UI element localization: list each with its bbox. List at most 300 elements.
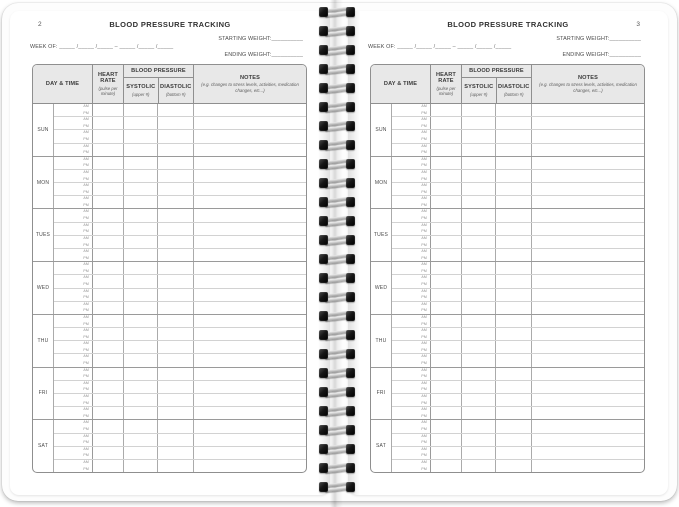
notes-cell [532, 420, 644, 432]
diastolic-cell [158, 249, 194, 261]
column-header-notes: NOTES (e.g. changes to stress levels, activities, medication changes, etc...) [201, 74, 299, 93]
am-label: AM [83, 104, 89, 108]
ending-weight-line [556, 52, 641, 58]
systolic-cell [462, 420, 496, 432]
time-cell [392, 434, 431, 446]
heart-rate-cell [93, 223, 124, 235]
heart-rate-cell [93, 354, 124, 366]
heart-rate-cell [431, 183, 462, 195]
coil-hole-right [346, 45, 355, 55]
time-cell [54, 354, 93, 366]
day-label: SUN [371, 104, 392, 156]
pm-label: PM [421, 163, 427, 168]
notes-cell [194, 236, 306, 248]
coil-hole-right [346, 463, 355, 473]
pm-label: PM [83, 123, 89, 128]
heart-rate-cell [93, 196, 124, 208]
page-title: BLOOD PRESSURE TRACKING [447, 20, 569, 29]
diastolic-cell [158, 447, 194, 459]
entry-row [54, 130, 306, 143]
pm-label: PM [83, 110, 89, 115]
diastolic-cell [496, 196, 532, 208]
diastolic-cell [158, 144, 194, 156]
diastolic-cell [496, 262, 532, 274]
notes-cell [532, 236, 644, 248]
diastolic-cell [158, 262, 194, 274]
diastolic-cell [158, 368, 194, 380]
diastolic-cell [158, 354, 194, 366]
notes-cell [194, 262, 306, 274]
am-label: AM [421, 183, 427, 188]
pm-label: PM [83, 347, 89, 352]
time-cell [54, 196, 93, 208]
entry-row [392, 275, 644, 288]
day-entry-rows [54, 209, 306, 261]
heart-rate-cell [93, 209, 124, 221]
am-label: AM [83, 367, 89, 372]
notes-cell [532, 460, 644, 472]
heart-rate-cell [93, 130, 124, 142]
time-cell [392, 381, 431, 393]
notes-cell [194, 104, 306, 116]
am-label: AM [83, 328, 89, 333]
am-label: AM [83, 301, 89, 306]
day-entry-rows [392, 157, 644, 209]
entry-row [54, 407, 306, 419]
heart-rate-cell [93, 368, 124, 380]
systolic-cell [462, 407, 496, 419]
diastolic-cell [158, 328, 194, 340]
pm-label: PM [421, 110, 427, 115]
diastolic-cell [158, 196, 194, 208]
pm-label: PM [421, 453, 427, 458]
notes-cell [194, 341, 306, 353]
table-header [33, 65, 306, 104]
systolic-cell [124, 394, 158, 406]
am-label: AM [421, 104, 427, 108]
diastolic-cell [158, 223, 194, 235]
day-entry-rows [392, 209, 644, 261]
notes-cell [532, 447, 644, 459]
systolic-cell [462, 144, 496, 156]
heart-rate-cell [93, 275, 124, 287]
notes-cell [194, 196, 306, 208]
pm-label: PM [421, 229, 427, 234]
heart-rate-cell [431, 262, 462, 274]
coil-hole-left [319, 102, 328, 112]
coil-hole-right [346, 387, 355, 397]
entry-row [54, 368, 306, 381]
diastolic-cell [158, 434, 194, 446]
pm-label: PM [83, 413, 89, 418]
column-header-blood-pressure-group [124, 65, 194, 103]
am-label: AM [421, 209, 427, 214]
day-block [371, 104, 644, 157]
heart-rate-cell [431, 315, 462, 327]
systolic-cell [462, 302, 496, 314]
week-of-line [30, 44, 173, 50]
time-cell [392, 460, 431, 472]
entry-row [392, 302, 644, 314]
am-label: AM [421, 314, 427, 319]
spiral-coil [317, 443, 357, 455]
heart-rate-cell [431, 223, 462, 235]
diastolic-cell [496, 407, 532, 419]
systolic-cell [462, 447, 496, 459]
spiral-coil [317, 386, 357, 398]
time-cell [54, 434, 93, 446]
coil-hole-left [319, 311, 328, 321]
time-cell [54, 117, 93, 129]
column-header-day-time: DAY & TIME [371, 65, 431, 103]
coil-hole-right [346, 349, 355, 359]
coil-hole-right [346, 121, 355, 131]
am-label: AM [83, 393, 89, 398]
coil-hole-left [319, 178, 328, 188]
time-cell [54, 249, 93, 261]
coil-hole-right [346, 197, 355, 207]
time-cell [54, 104, 93, 116]
entry-row [392, 420, 644, 433]
spiral-binding [317, 0, 357, 507]
day-label: SAT [371, 420, 392, 472]
spiral-coil [317, 348, 357, 360]
day-entry-rows [54, 262, 306, 314]
systolic-cell [124, 209, 158, 221]
pm-label: PM [421, 334, 427, 339]
day-entry-rows [54, 315, 306, 367]
entry-row [392, 157, 644, 170]
ending-weight-blank: __________ [609, 52, 641, 58]
am-label: AM [83, 341, 89, 346]
time-cell [54, 368, 93, 380]
notes-cell [194, 368, 306, 380]
entry-row [392, 354, 644, 366]
time-cell [392, 368, 431, 380]
pm-label: PM [83, 453, 89, 458]
coil-hole-right [346, 330, 355, 340]
time-cell [392, 183, 431, 195]
time-cell [392, 104, 431, 116]
notes-cell [194, 249, 306, 261]
notes-cell [532, 341, 644, 353]
entry-row [392, 196, 644, 208]
table-body [371, 104, 644, 472]
notes-cell [194, 315, 306, 327]
notes-cell [532, 223, 644, 235]
starting-weight-label: STARTING WEIGHT: [218, 36, 272, 42]
coil-hole-left [319, 425, 328, 435]
notes-cell [532, 144, 644, 156]
systolic-cell [462, 341, 496, 353]
day-entry-rows [392, 368, 644, 420]
systolic-cell [462, 236, 496, 248]
notes-cell [532, 315, 644, 327]
diastolic-cell [496, 209, 532, 221]
heart-rate-cell [431, 289, 462, 301]
spiral-coil [317, 215, 357, 227]
day-entry-rows [54, 420, 306, 472]
heart-rate-cell [431, 434, 462, 446]
coil-hole-right [346, 425, 355, 435]
diastolic-cell [496, 183, 532, 195]
diastolic-cell [158, 104, 194, 116]
diastolic-cell [158, 289, 194, 301]
coil-hole-right [346, 83, 355, 93]
am-label: AM [83, 169, 89, 174]
time-cell [54, 170, 93, 182]
notes-cell [194, 328, 306, 340]
am-label: AM [421, 328, 427, 333]
entry-row [392, 144, 644, 156]
am-label: AM [83, 183, 89, 188]
blood-pressure-table [370, 64, 645, 473]
heart-rate-cell [431, 420, 462, 432]
notes-cell [194, 275, 306, 287]
am-label: AM [421, 459, 427, 464]
time-cell [54, 262, 93, 274]
coil-hole-left [319, 7, 328, 17]
spiral-coil [317, 291, 357, 303]
spiral-coil [317, 367, 357, 379]
entry-row [54, 354, 306, 366]
day-label: WED [33, 262, 54, 314]
day-label: FRI [371, 368, 392, 420]
systolic-cell [124, 236, 158, 248]
pm-label: PM [421, 268, 427, 273]
entry-row [54, 236, 306, 249]
entry-row [392, 368, 644, 381]
notes-cell [532, 434, 644, 446]
heart-rate-cell [431, 341, 462, 353]
spiral-coil [317, 329, 357, 341]
systolic-cell [462, 170, 496, 182]
heart-rate-cell [431, 104, 462, 116]
diastolic-cell [158, 209, 194, 221]
column-header-systolic: SYSTOLIC (upper #) [124, 78, 159, 103]
systolic-cell [124, 196, 158, 208]
diastolic-cell [158, 275, 194, 287]
notes-cell [194, 302, 306, 314]
coil-hole-right [346, 140, 355, 150]
pm-label: PM [421, 137, 427, 142]
entry-row [54, 275, 306, 288]
systolic-cell [124, 223, 158, 235]
notes-cell [532, 104, 644, 116]
systolic-cell [462, 223, 496, 235]
time-cell [392, 447, 431, 459]
coil-hole-left [319, 330, 328, 340]
am-label: AM [83, 143, 89, 148]
pm-label: PM [421, 387, 427, 392]
spiral-coil [317, 120, 357, 132]
coil-hole-left [319, 482, 328, 492]
day-block [33, 315, 306, 368]
coil-hole-left [319, 444, 328, 454]
systolic-cell [124, 104, 158, 116]
heart-rate-cell [431, 381, 462, 393]
am-label: AM [421, 393, 427, 398]
spiral-coil [317, 462, 357, 474]
diastolic-cell [496, 368, 532, 380]
notes-cell [194, 223, 306, 235]
am-label: AM [421, 275, 427, 280]
heart-rate-cell [431, 170, 462, 182]
systolic-cell [462, 157, 496, 169]
entry-row [54, 341, 306, 354]
heart-rate-cell [93, 157, 124, 169]
time-cell [392, 236, 431, 248]
pm-label: PM [421, 242, 427, 247]
heart-rate-cell [93, 460, 124, 472]
diastolic-cell [496, 354, 532, 366]
am-label: AM [83, 196, 89, 201]
pm-label: PM [421, 282, 427, 287]
spiral-coil [317, 139, 357, 151]
day-block [33, 104, 306, 157]
time-cell [54, 157, 93, 169]
heart-rate-cell [431, 196, 462, 208]
time-cell [392, 262, 431, 274]
time-cell [54, 183, 93, 195]
spiral-coil [317, 177, 357, 189]
systolic-cell [124, 130, 158, 142]
day-block [33, 157, 306, 210]
day-label: TUES [33, 209, 54, 261]
column-header-blood-pressure: BLOOD PRESSURE [124, 65, 193, 78]
column-header-systolic: SYSTOLIC (upper #) [462, 78, 497, 103]
diastolic-cell [496, 315, 532, 327]
am-label: AM [421, 130, 427, 135]
am-label: AM [83, 354, 89, 359]
systolic-cell [462, 460, 496, 472]
heart-rate-cell [93, 302, 124, 314]
diastolic-cell [496, 236, 532, 248]
pm-label: PM [83, 321, 89, 326]
entry-row [392, 236, 644, 249]
spiral-coil [317, 82, 357, 94]
systolic-cell [124, 434, 158, 446]
systolic-cell [462, 315, 496, 327]
day-entry-rows [392, 262, 644, 314]
spiral-coil [317, 253, 357, 265]
notes-cell [194, 354, 306, 366]
starting-weight-line [556, 36, 641, 42]
day-block [33, 420, 306, 472]
notes-cell [532, 157, 644, 169]
am-label: AM [421, 407, 427, 412]
heart-rate-cell [93, 289, 124, 301]
notes-cell [194, 407, 306, 419]
spiral-coil [317, 196, 357, 208]
pm-label: PM [83, 308, 89, 313]
notes-cell [194, 289, 306, 301]
coil-hole-left [319, 292, 328, 302]
ending-weight-line [218, 52, 303, 58]
pm-label: PM [83, 137, 89, 142]
heart-rate-cell [93, 236, 124, 248]
time-cell [392, 407, 431, 419]
pm-label: PM [83, 229, 89, 234]
pm-label: PM [83, 466, 89, 471]
diastolic-cell [158, 341, 194, 353]
systolic-cell [462, 183, 496, 195]
notes-cell [194, 447, 306, 459]
heart-rate-cell [431, 144, 462, 156]
day-label: SAT [33, 420, 54, 472]
entry-row [392, 447, 644, 460]
coil-hole-left [319, 159, 328, 169]
week-of-label: WEEK OF: [368, 44, 396, 50]
spiral-coil [317, 158, 357, 170]
diastolic-cell [158, 183, 194, 195]
heart-rate-cell [93, 144, 124, 156]
systolic-cell [124, 117, 158, 129]
entry-row [392, 341, 644, 354]
am-label: AM [83, 156, 89, 161]
spiral-coil [317, 25, 357, 37]
coil-hole-left [319, 45, 328, 55]
column-header-heart-rate: HEART RATE (pulse per minute) [431, 65, 462, 103]
notes-cell [532, 275, 644, 287]
diastolic-cell [158, 157, 194, 169]
entry-row [54, 117, 306, 130]
am-label: AM [421, 433, 427, 438]
diastolic-cell [496, 341, 532, 353]
heart-rate-cell [93, 420, 124, 432]
am-label: AM [421, 117, 427, 122]
pm-label: PM [83, 282, 89, 287]
heart-rate-cell [431, 302, 462, 314]
entry-row [54, 144, 306, 156]
day-label: WED [371, 262, 392, 314]
am-label: AM [421, 249, 427, 253]
heart-rate-cell [93, 262, 124, 274]
coil-hole-right [346, 368, 355, 378]
notes-cell [532, 249, 644, 261]
time-cell [392, 328, 431, 340]
time-cell [54, 328, 93, 340]
page-number: 2 [38, 21, 42, 28]
pm-label: PM [83, 427, 89, 431]
day-block [371, 209, 644, 262]
heart-rate-cell [93, 315, 124, 327]
day-entry-rows [392, 420, 644, 472]
time-cell [392, 249, 431, 261]
am-label: AM [83, 209, 89, 214]
time-cell [392, 315, 431, 327]
am-label: AM [83, 314, 89, 319]
diastolic-cell [158, 170, 194, 182]
diastolic-cell [496, 447, 532, 459]
coil-hole-right [346, 235, 355, 245]
entry-row [54, 434, 306, 447]
pm-label: PM [83, 440, 89, 445]
systolic-cell [462, 289, 496, 301]
diastolic-cell [496, 289, 532, 301]
diastolic-cell [496, 275, 532, 287]
ending-weight-label: ENDING WEIGHT: [224, 52, 272, 58]
starting-weight-blank: __________ [609, 36, 641, 42]
systolic-cell [462, 249, 496, 261]
entry-row [392, 249, 644, 261]
diastolic-cell [158, 117, 194, 129]
pm-label: PM [83, 334, 89, 339]
time-cell [54, 381, 93, 393]
diastolic-cell [496, 420, 532, 432]
am-label: AM [83, 433, 89, 438]
diastolic-cell [158, 394, 194, 406]
